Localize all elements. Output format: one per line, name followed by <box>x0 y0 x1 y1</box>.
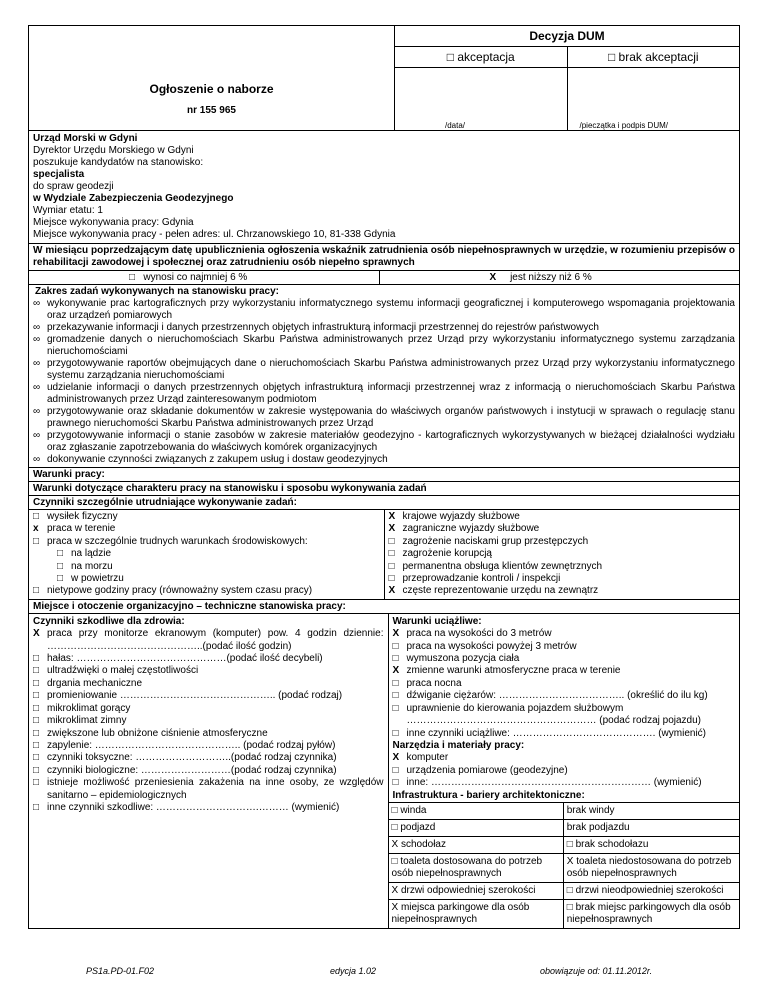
infra-cell[interactable]: X drzwi odpowiedniej szerokości <box>389 882 564 899</box>
checkbox-mark: X <box>392 665 400 677</box>
checkbox-mark: □ <box>388 548 395 560</box>
onerous-factor[interactable] <box>393 690 736 702</box>
indicator-mark-2: X <box>489 272 497 283</box>
duty-text: dokonywanie czynności związanych z zakupem usług i dostaw geodezyjnych <box>47 454 388 465</box>
checkbox-mark: □ <box>392 727 399 739</box>
work-address: Miejsce wykonywania pracy - pełen adres: ul. Chrzanowskiego 10, 81-338 Gdynia <box>33 229 396 240</box>
duty-text: przygotowywanie oraz składanie dokumentów w zakresie występowania do właściwych organów państwowych i instytucji w sprawach o regulację stanu prawnego nieruchomości Skarbu Państwa administrowanych przez Urząd <box>47 406 735 429</box>
item-label: zagrożenie naciskami grup przestępczych <box>402 535 589 547</box>
duty-item <box>33 382 735 406</box>
org-director: Dyrektor Urzędu Morskiego w Gdyni <box>33 145 194 156</box>
checkbox-mark: □ <box>57 573 64 585</box>
checkbox-mark: □ <box>392 677 399 689</box>
item-label: przeprowadzanie kontroli / inspekcji <box>402 573 561 585</box>
condition-item[interactable] <box>33 536 380 548</box>
health-factor[interactable] <box>33 703 384 715</box>
item-label: mikroklimat gorący <box>47 702 131 714</box>
tool-item[interactable] <box>393 752 736 764</box>
item-label: czynniki toksyczne: ………………………..(podać rodzaj czynnika) <box>47 752 337 764</box>
form-valid: obowiązuje od: 01.11.2012r. <box>540 966 653 976</box>
tool-item[interactable] <box>393 777 736 789</box>
item-label: praca na wysokości do 3 metrów <box>406 628 552 640</box>
ad-title: Ogłoszenie o naborze <box>149 82 274 96</box>
item-label: praca na wysokości powyżej 3 metrów <box>406 640 577 652</box>
duties-header: Zakres zadań wykonywanych na stanowisku pracy: <box>35 286 279 297</box>
checkbox-mark: □ <box>388 573 395 585</box>
duty-item <box>33 430 735 454</box>
health-factor[interactable] <box>33 802 384 814</box>
duty-text: gromadzenie danych o nieruchomościach Skarbu Państwa administrowanych przez Urząd przy wykorzystaniu informatycznego systemu zarządzania nieruchomościami <box>47 334 735 357</box>
condition-item[interactable] <box>33 585 380 597</box>
item-label: czynniki biologiczne: ………………………(podać rodzaj czynnika) <box>47 764 337 776</box>
item-label: w powietrzu <box>71 573 124 585</box>
duty-text: przygotowywanie raportów obejmujących dane o nieruchomościach Skarbu Państwa administrowanych przez Urząd przy wykorzystaniu informatycznego systemu zarządzania nieruchomościami <box>47 358 735 381</box>
checkbox-mark: □ <box>392 653 399 665</box>
infra-cell[interactable]: X miejsca parkingowe dla osób niepełnosprawnych <box>389 899 564 928</box>
item-label: częste reprezentowanie urzędu na zewnątrz <box>402 585 599 597</box>
duty-text: wykonywanie prac kartograficznych przy wykorzystaniu informatycznego systemu informacji geograficznej i komputerowego wspomagania projektowania oraz urządzeń pomiarowych <box>47 298 735 321</box>
employment-indicator <box>29 243 739 284</box>
decision-title: Decyzja DUM <box>395 26 739 47</box>
checkbox-mark: □ <box>392 764 399 776</box>
conditions-left <box>29 510 385 599</box>
indicator-label-2: jest niższy niż 6 % <box>510 272 592 283</box>
infra-cell[interactable]: brak podjazdu <box>564 819 739 836</box>
item-label: nietypowe godziny pracy (równoważny system czasu pracy) <box>47 585 313 597</box>
health-list <box>33 628 384 814</box>
checkbox-mark: □ <box>57 560 64 572</box>
checkbox-mark: □ <box>33 665 40 677</box>
condition-item[interactable] <box>389 548 736 560</box>
item-label: wymuszona pozycja ciała <box>406 653 520 665</box>
decision-box <box>395 26 739 130</box>
item-label: inne czynniki uciążliwe: ……………………………………. (wymienić) <box>406 727 706 739</box>
date-field[interactable] <box>395 68 568 131</box>
item-label: inne: ………………………………………………………… (wymienić) <box>406 777 702 789</box>
health-column <box>29 614 389 928</box>
checkbox-mark: □ <box>388 560 395 572</box>
item-label: praca w szczególnie trudnych warunkach środowiskowych: <box>47 535 308 547</box>
infra-cell[interactable]: □ winda <box>389 802 564 819</box>
condition-item[interactable] <box>389 523 736 535</box>
condition-item[interactable] <box>389 585 736 597</box>
conditions-sub2: Czynniki szczególnie utrudniające wykonywanie zadań: <box>29 495 739 509</box>
onerous-factor[interactable] <box>393 678 736 690</box>
item-label: uprawnienie do kierowania pojazdem służbowym ………………………………………………… (podać rodzaj pojazdu) <box>406 702 702 727</box>
checkbox-mark: □ <box>33 715 40 727</box>
health-factor[interactable] <box>33 765 384 777</box>
checkbox-mark: □ <box>33 764 40 776</box>
condition-item[interactable] <box>389 536 736 548</box>
condition-item[interactable] <box>33 523 380 535</box>
checkbox-mark: □ <box>388 535 395 547</box>
duty-text: udzielanie informacji o danych przestrzennych objętych infrastrukturą informacji przestrzennej wraz z informacją o nieruchomościach Skarbu Państwa administrowanych przez Urząd zainteresowanym podmiotom <box>47 382 735 405</box>
onerous-list <box>393 628 736 740</box>
checkbox-mark: □ <box>392 777 399 789</box>
condition-item[interactable] <box>389 511 736 523</box>
item-label: permanentna obsługa klientów zewnętrznych <box>402 560 603 572</box>
health-factor[interactable] <box>33 653 384 665</box>
item-label: na lądzie <box>71 548 112 560</box>
form <box>28 25 740 929</box>
duty-item <box>33 334 735 358</box>
item-label: praca nocna <box>406 677 462 689</box>
form-code: PS1a.PD-01.F02 <box>86 966 155 976</box>
health-factor[interactable] <box>33 740 384 752</box>
item-label: hałas: ………………………………………(podać ilość decybeli) <box>47 653 323 665</box>
org-seeks: poszukuje kandydatów na stanowisko: <box>33 157 204 168</box>
condition-item[interactable] <box>33 573 380 585</box>
infra-cell[interactable]: □ brak miejsc parkingowych dla osób niepełnosprawnych <box>564 899 739 928</box>
checkbox-mark: X <box>33 628 40 640</box>
bullet-icon: ∞ <box>33 454 41 465</box>
infra-grid <box>389 802 740 928</box>
onerous-header: Warunki uciążliwe: <box>392 615 482 627</box>
indicator-text: W miesiącu poprzedzającym datę upublicznienia ogłoszenia wskaźnik zatrudnienia osób niepełnosprawnych w urzędzie, w rozumieniu przepisów o rehabilitacji zawodowej i społecznej oraz zatrudnieniu osób niepełno sprawnych <box>33 245 735 268</box>
item-label: zwiększone lub obniżone ciśnienie atmosferyczne <box>47 727 268 739</box>
onerous-factor[interactable] <box>393 703 736 728</box>
onerous-factor[interactable] <box>393 665 736 677</box>
checkbox-mark: □ <box>392 690 399 702</box>
health-factor[interactable] <box>33 715 384 727</box>
health-factor[interactable] <box>33 628 384 653</box>
tools-header: Narzędzia i materiały pracy: <box>392 739 525 751</box>
checkbox-mark: □ <box>33 752 40 764</box>
place-section <box>29 613 739 928</box>
health-factor[interactable] <box>33 728 384 740</box>
bullet-icon: ∞ <box>33 382 41 393</box>
duty-item <box>33 298 735 322</box>
stamp-label: /pieczątka i podpis DUM/ <box>579 121 668 130</box>
checkbox-mark: X <box>392 752 400 764</box>
checkbox-mark: □ <box>33 653 40 665</box>
accept-checkbox[interactable]: □ akceptacja <box>395 47 568 67</box>
checkbox-mark: □ <box>33 727 40 739</box>
duty-item <box>33 358 735 382</box>
item-label: inne czynniki szkodliwe: ………………………….……… (wymienić) <box>47 801 340 813</box>
checkbox-mark: X <box>388 511 396 522</box>
checkbox-mark: □ <box>33 702 40 714</box>
item-label: komputer <box>406 752 449 764</box>
indicator-option-1[interactable] <box>29 271 380 284</box>
item-label: zmienne warunki atmosferyczne praca w terenie <box>406 665 621 677</box>
infra-header: Infrastruktura - bariery architektoniczne: <box>392 789 585 801</box>
item-label: krajowe wyjazdy służbowe <box>402 511 520 522</box>
item-label: dźwiganie ciężarów: ……………………………….. (określić do ilu kg) <box>406 690 708 702</box>
condition-item[interactable] <box>33 548 380 560</box>
duties <box>29 284 739 467</box>
checkbox-mark: □ <box>392 702 399 714</box>
conditions-right <box>385 510 740 599</box>
checkbox-mark: X <box>392 628 400 640</box>
condition-item[interactable] <box>33 511 380 523</box>
checkbox-mark: □ <box>57 548 64 560</box>
stamp-field[interactable] <box>568 68 740 131</box>
checkbox-mark: □ <box>33 801 40 813</box>
health-factor[interactable] <box>33 678 384 690</box>
right-column <box>389 614 740 928</box>
item-label: wysiłek fizyczny <box>47 511 118 522</box>
conditions-sub1: Warunki dotyczące charakteru pracy na stanowisku i sposobu wykonywania zadań <box>29 481 739 495</box>
infra-cell[interactable]: □ toaleta dostosowana do potrzeb osób niepełnosprawnych <box>389 853 564 882</box>
etat: Wymiar etatu: 1 <box>33 205 103 216</box>
condition-item[interactable] <box>33 561 380 573</box>
checkbox-mark: □ <box>33 585 40 597</box>
health-factor[interactable] <box>33 752 384 764</box>
indicator-mark-1: □ <box>129 272 136 283</box>
duty-text: przekazywanie informacji i danych przestrzennych objętych infrastrukturą informacji przestrzennej do rejestrów państwowych <box>47 322 599 333</box>
item-label: zagraniczne wyjazdy służbowe <box>402 523 540 535</box>
health-factor[interactable] <box>33 665 384 677</box>
checkbox-mark: □ <box>33 677 40 689</box>
checkbox-mark: □ <box>33 690 40 702</box>
health-header: Czynniki szkodliwe dla zdrowia: <box>33 615 185 627</box>
duties-list <box>33 298 735 466</box>
item-label: istnieje możliwość przeniesienia zakażenia na inne osoby, ze względów sanitarno – epidemiologicznych <box>47 777 384 801</box>
health-factor[interactable] <box>33 777 384 802</box>
checkbox-mark: □ <box>33 535 40 547</box>
bullet-icon: ∞ <box>33 430 41 441</box>
checkbox-mark: x <box>33 523 39 535</box>
form-edition: edycja 1.02 <box>330 966 377 976</box>
onerous-factor[interactable] <box>393 641 736 653</box>
position-title: specjalista <box>33 169 85 180</box>
work-place: Miejsce wykonywania pracy: Gdynia <box>33 217 194 228</box>
item-label: promieniowanie ……………………………………….. (podać rodzaj) <box>47 690 343 702</box>
onerous-factor[interactable] <box>393 628 736 640</box>
bullet-icon: ∞ <box>33 406 41 417</box>
checkbox-mark: X <box>388 523 396 535</box>
checkbox-mark: □ <box>33 777 40 789</box>
condition-item[interactable] <box>389 573 736 585</box>
condition-item[interactable] <box>389 561 736 573</box>
conditions-header: Warunki pracy: <box>29 467 739 481</box>
infra-cell[interactable]: X schodołaz <box>389 836 564 853</box>
indicator-option-2[interactable] <box>380 271 740 284</box>
infra-cell[interactable]: □ drzwi nieodpowiedniej szerokości <box>564 882 739 899</box>
item-label: ultradźwięki o małej częstotliwości <box>47 665 199 677</box>
place-header: Miejsce i otoczenie organizacyjno – techniczne stanowiska pracy: <box>29 599 739 613</box>
duty-text: przygotowywanie informacji o stanie zasobów w zakresie materiałów geodezyjno - kartograficznych wykorzystywanych w bieżącej działalności wydziału oraz zgłaszanie zapotrzebowania do właściwych komórek organizacyjnych <box>47 430 735 453</box>
item-label: praca przy monitorze ekranowym (komputer) pow. 4 godzin dziennie: ………………………………………..(podać ilość godzin) <box>47 628 384 652</box>
reject-checkbox[interactable]: □ brak akceptacji <box>607 50 699 64</box>
item-label: na morzu <box>71 560 113 572</box>
date-label: /data/ <box>445 121 466 130</box>
ad-number: nr 155 965 <box>187 105 236 116</box>
bullet-icon: ∞ <box>33 358 41 369</box>
item-label: praca w terenie <box>47 523 116 535</box>
duty-item <box>33 406 735 430</box>
bullet-icon: ∞ <box>33 334 41 345</box>
checkbox-mark: □ <box>392 640 399 652</box>
onerous-factor[interactable] <box>393 728 736 740</box>
item-label: drgania mechaniczne <box>47 677 143 689</box>
checkbox-mark: □ <box>33 511 40 522</box>
org-info <box>29 130 739 243</box>
bullet-icon: ∞ <box>33 298 41 309</box>
tools-list <box>393 752 736 789</box>
conditions-factors <box>29 509 739 599</box>
infra-cell[interactable]: □ podjazd <box>389 819 564 836</box>
infra-cell[interactable]: brak windy <box>564 802 739 819</box>
tool-item[interactable] <box>393 765 736 777</box>
header <box>29 26 739 130</box>
item-label: zagrożenie korupcją <box>402 548 492 560</box>
bullet-icon: ∞ <box>33 322 41 333</box>
department: w Wydziale Zabezpieczenia Geodezyjnego <box>33 193 234 204</box>
infra-cell[interactable]: X toaleta niedostosowana do potrzeb osób niepełnosprawnych <box>564 853 739 882</box>
ad-header <box>29 26 395 130</box>
indicator-label-1: wynosi co najmniej 6 % <box>143 272 248 283</box>
checkbox-mark: □ <box>33 739 40 751</box>
position-field: do spraw geodezji <box>33 181 114 192</box>
checkbox-mark: X <box>388 585 396 597</box>
duty-item <box>33 454 735 466</box>
onerous-factor[interactable] <box>393 653 736 665</box>
item-label: zapylenie: …………………………………….. (podać rodzaj pyłów) <box>47 739 336 751</box>
infra-cell[interactable]: □ brak schodołazu <box>564 836 739 853</box>
duty-item <box>33 322 735 334</box>
health-factor[interactable] <box>33 690 384 702</box>
item-label: urządzenia pomiarowe (geodezyjne) <box>406 764 568 776</box>
org-name: Urząd Morski w Gdyni <box>33 133 138 144</box>
item-label: mikroklimat zimny <box>47 715 127 727</box>
